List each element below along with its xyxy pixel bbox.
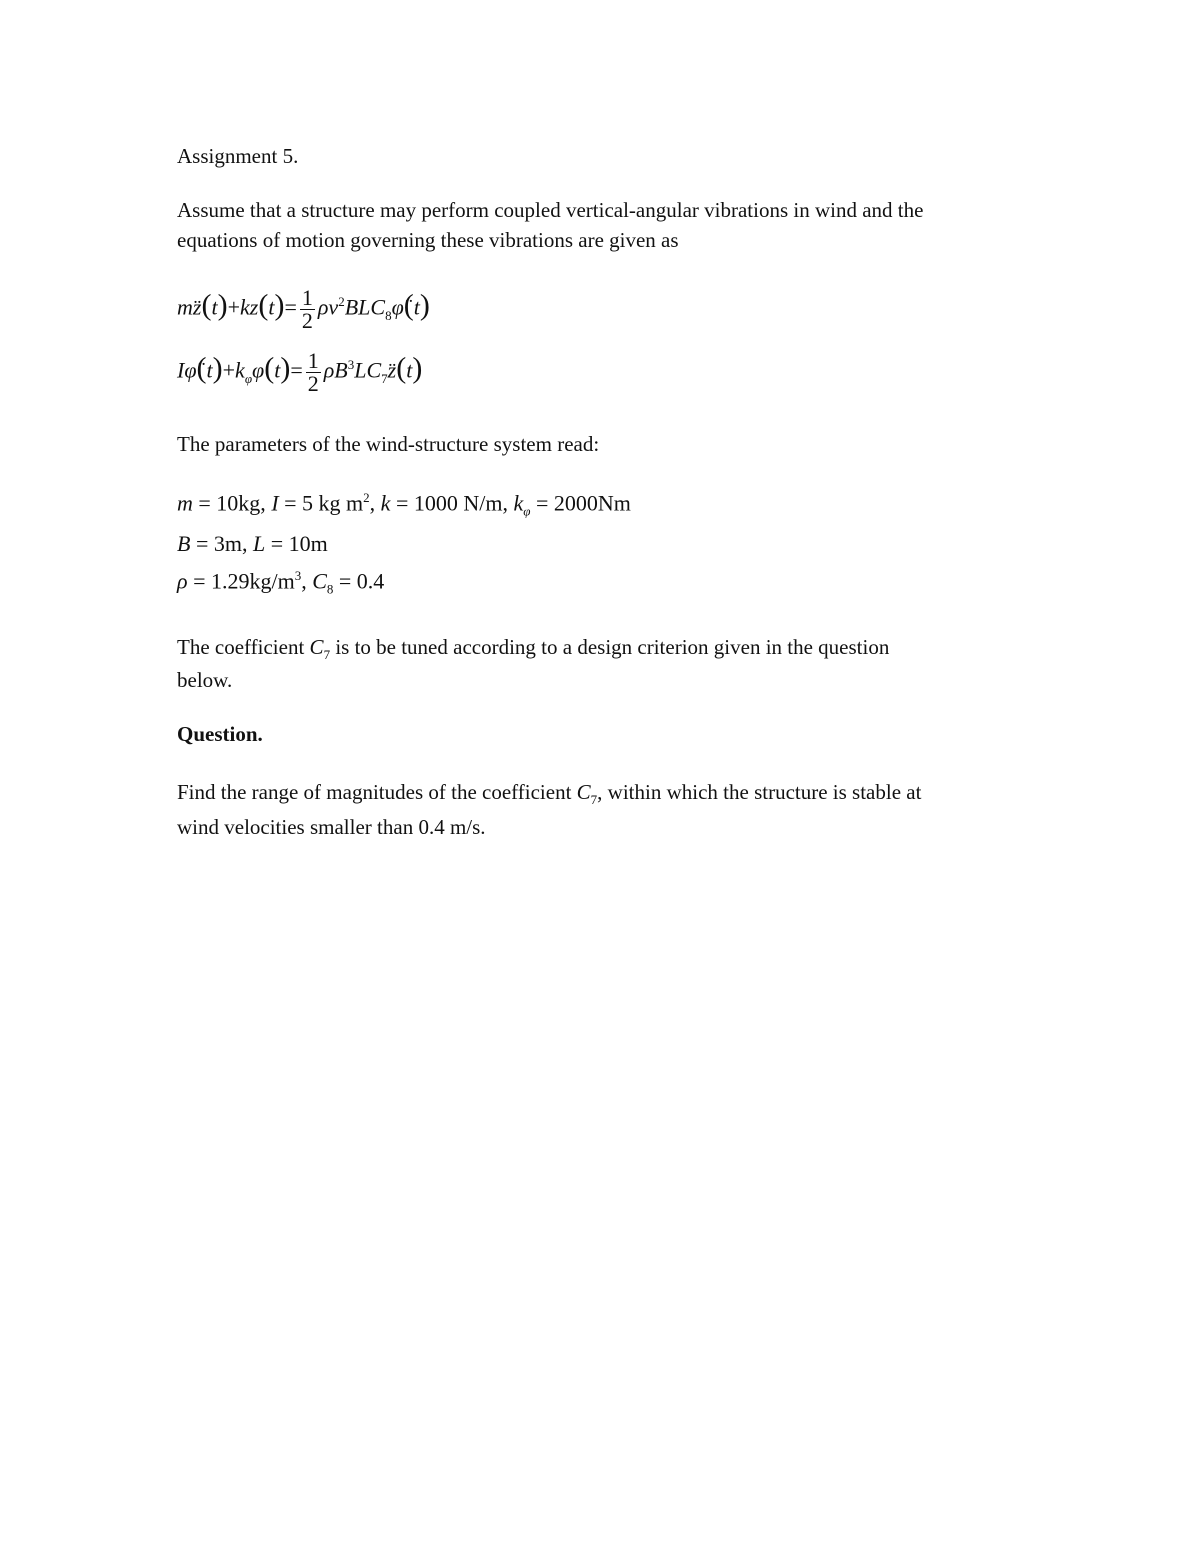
equation-2: $I\varphï(t)+k_\varphi\varphi(t)=$ $\frac{1}{2}$ $\rho B^3LC_7z̈(t)$ bbox=[177, 348, 423, 396]
assignment-title: Assignment 5. bbox=[177, 144, 299, 168]
params-line-3: $\rho = 1.29kg/m^3$, $C_8 = 0.4$ bbox=[177, 568, 385, 597]
question-line-1: Find the range of magnitudes of the coefficient $C_7$, within which the structure is stable at bbox=[177, 780, 922, 808]
intro-line-1: Assume that a structure may perform coupled vertical-angular vibrations in wind and the bbox=[177, 198, 924, 222]
question-heading: Question. bbox=[177, 722, 263, 746]
coefficient-line-1: The coefficient $C_7$ is to be tuned according to a design criterion given in the question bbox=[177, 635, 890, 663]
params-line-1: m = 10kg, I = 5 kg $m^2$, k = 1000 N/m, $k_\varphi = 2000Nm$ bbox=[177, 490, 631, 519]
question-line-2: wind velocities smaller than 0.4 m/s. bbox=[177, 815, 486, 839]
coefficient-line-2: below. bbox=[177, 668, 233, 692]
params-line-2: B = 3m, L = 10m bbox=[177, 531, 328, 556]
params-heading: The parameters of the wind-structure system read: bbox=[177, 432, 600, 456]
intro-line-2: equations of motion governing these vibrations are given as bbox=[177, 228, 679, 252]
equation-1: mz̈(t)+kz(t)= $\frac{1}{2}$ $\rho v^2BLC_8\varphï(t)$ bbox=[177, 285, 430, 333]
